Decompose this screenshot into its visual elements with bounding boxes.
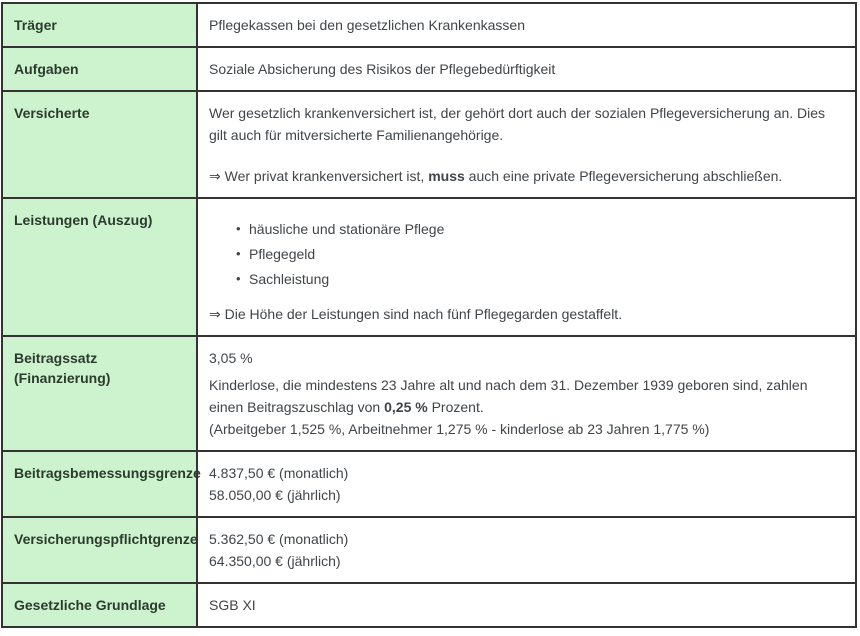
row-value-leistungen [197, 198, 856, 336]
pflegeversicherung-table [1, 2, 857, 628]
table-row-aufgaben [2, 47, 856, 91]
table-row-beitragssatz [2, 336, 856, 451]
beitragssatz-paragraph [209, 374, 841, 418]
versicherte-note-post: auch eine private Pflegeversicherung abschließen. [464, 168, 783, 184]
pflichtgrenze-yearly: 64.350,00 € (jährlich) [209, 553, 341, 569]
versicherte-note-bold: muss [428, 168, 465, 184]
grundlage-value: SGB XI [209, 597, 256, 613]
versicherte-paragraph: Wer gesetzlich krankenversichert ist, der gehört dort auch der sozialen Pflegeversicherung an. Dies gilt auch für mitversicherte Familienangehörige. [209, 105, 826, 143]
row-label-grundlage: Gesetzliche Grundlage [2, 583, 197, 627]
row-value-grundlage [197, 583, 856, 627]
aufgaben-value: Soziale Absicherung des Risikos der Pflegebedürftigkeit [209, 61, 556, 77]
row-label-aufgaben: Aufgaben [2, 47, 197, 91]
row-label-traeger: Träger [2, 3, 197, 47]
leistungen-note: ⇒ Die Höhe der Leistungen sind nach fünf Pflegegarden gestaffelt. [209, 306, 623, 322]
row-value-versicherte [197, 91, 856, 198]
table-row-traeger [2, 3, 856, 47]
versicherte-note [209, 165, 841, 187]
versicherte-note-pre: ⇒ Wer privat krankenversichert ist, [209, 168, 429, 184]
traeger-value: Pflegekassen bei den gesetzlichen Krankenkassen [209, 17, 525, 33]
beitragssatz-pre: Kinderlose, die mindestens 23 Jahre alt und nach dem 31. Dezember 1939 geboren sind, zahlen einen Beitragszuschlag von [209, 377, 808, 415]
list-item: • häusliche und stationäre Pflege [236, 218, 841, 240]
row-value-bemessungsgrenze [197, 451, 856, 517]
beitragssatz-detail: (Arbeitgeber 1,525 %, Arbeitnehmer 1,275 % - kinderlose ab 23 Jahren 1,775 %) [209, 421, 710, 437]
list-item: • Sachleistung [236, 268, 841, 290]
row-value-pflichtgrenze [197, 517, 856, 583]
beitragssatz-bold: 0,25 % [384, 399, 428, 415]
row-label-bemessungsgrenze: Beitragsbemessungsgrenze [2, 451, 197, 517]
leistungen-list [209, 218, 841, 290]
table-row-versicherte [2, 91, 856, 198]
table-row-pflichtgrenze [2, 517, 856, 583]
row-label-leistungen: Leistungen (Auszug) [2, 198, 197, 336]
bemessungsgrenze-yearly: 58.050,00 € (jährlich) [209, 487, 341, 503]
row-value-traeger [197, 3, 856, 47]
row-value-aufgaben [197, 47, 856, 91]
table-row-bemessungsgrenze [2, 451, 856, 517]
beitragssatz-rate: 3,05 % [209, 350, 253, 366]
list-item: • Pflegegeld [236, 243, 841, 265]
table-row-leistungen [2, 198, 856, 336]
row-value-beitragssatz [197, 336, 856, 451]
row-label-pflichtgrenze: Versicherungspflichtgrenze [2, 517, 197, 583]
bemessungsgrenze-monthly: 4.837,50 € (monatlich) [209, 465, 349, 481]
table-row-grundlage [2, 583, 856, 627]
beitragssatz-post: Prozent. [427, 399, 484, 415]
row-label-beitragssatz: Beitragssatz (Finanzierung) [2, 336, 197, 451]
row-label-versicherte: Versicherte [2, 91, 197, 198]
pflichtgrenze-monthly: 5.362,50 € (monatlich) [209, 531, 349, 547]
